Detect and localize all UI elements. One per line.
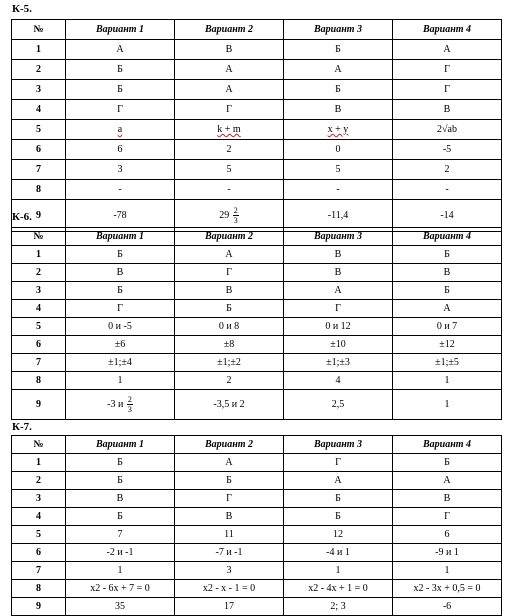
answer-cell: x2 - x - 1 = 0 [175,580,284,598]
answer-cell: Б [66,454,175,472]
table-row [12,562,502,580]
row-number: 1 [12,246,66,264]
table-row [12,598,502,616]
answer-cell: 2 [175,140,284,160]
answer-cell: 2; 3 [284,598,393,616]
answer-cell: Б [284,490,393,508]
row-number: 3 [12,490,66,508]
header-variant-4: Вариант 4 [393,20,502,40]
answer-cell: В [175,508,284,526]
answer-cell: x2 - 6x + 7 = 0 [66,580,175,598]
answer-cell: 0 и -5 [66,318,175,336]
answer-cell: Г [175,264,284,282]
answer-cell: Б [284,508,393,526]
answer-cell: Б [175,472,284,490]
header-variant-3: Вариант 3 [284,228,393,246]
answer-cell: В [284,100,393,120]
answer-cell: 6 [393,526,502,544]
answer-cell: 6 [66,140,175,160]
header-variant-3: Вариант 3 [284,20,393,40]
table-row [12,282,502,300]
table-body [12,454,502,616]
table-row [12,80,502,100]
answer-cell: Б [284,80,393,100]
answer-cell: В [393,490,502,508]
answer-cell: В [284,246,393,264]
answer-cell: - [66,180,175,200]
header-variant-3: Вариант 3 [284,436,393,454]
answer-cell: - [284,180,393,200]
answer-cell: Б [393,246,502,264]
row-number: 2 [12,472,66,490]
answer-cell: -14 [393,200,502,232]
header-variant-4: Вариант 4 [393,436,502,454]
header-number: № [12,20,66,40]
answer-cell: Б [66,472,175,490]
answer-cell: Б [66,60,175,80]
table-row [12,264,502,282]
row-number: 6 [12,544,66,562]
table-header-row [12,228,502,246]
table-row [12,160,502,180]
answer-cell: x + y [284,120,393,140]
answer-cell: Г [393,60,502,80]
answer-cell: ±12 [393,336,502,354]
answer-cell: В [393,100,502,120]
row-number: 4 [12,300,66,318]
answer-cell: В [175,40,284,60]
answer-cell: ±1;±2 [175,354,284,372]
answer-cell: Г [66,100,175,120]
section-title-k7: К-7. [12,421,32,433]
row-number: 8 [12,372,66,390]
table-row [12,490,502,508]
table-body [12,246,502,390]
answer-cell: 4 [284,372,393,390]
fraction [233,206,239,225]
section-title-k5: К-5. [12,3,32,15]
answer-cell: ±8 [175,336,284,354]
answer-cell: Г [284,300,393,318]
answer-cell: x2 - 3x + 0,5 = 0 [393,580,502,598]
answer-cell: Б [66,282,175,300]
row-number: 1 [12,454,66,472]
answer-cell: Б [284,40,393,60]
answer-cell: -4 и 1 [284,544,393,562]
answer-cell: 11 [175,526,284,544]
row-number: 6 [12,336,66,354]
answer-cell: ±10 [284,336,393,354]
table-row [12,454,502,472]
answer-cell: Г [284,454,393,472]
answer-cell: А [284,472,393,490]
table-row [12,336,502,354]
table-row [12,300,502,318]
answer-cell: Б [66,246,175,264]
row-number: 5 [12,120,66,140]
answer-cell: А [284,60,393,80]
table-row [12,526,502,544]
header-number: № [12,436,66,454]
fraction-denominator: 3 [127,405,132,414]
section-title-k6: К-6. [12,211,32,223]
row-number: 7 [12,354,66,372]
table-row [12,508,502,526]
answer-cell: 0 и 8 [175,318,284,336]
answer-cell: А [175,80,284,100]
fraction-denominator: 3 [233,216,238,225]
answer-cell: 3 [66,160,175,180]
row-number: 9 [12,390,66,420]
answer-cell: В [175,282,284,300]
fraction-whole: 29 [219,209,230,221]
answer-cell: Б [175,300,284,318]
answer-cell: - [175,180,284,200]
answer-cell: ±1;±4 [66,354,175,372]
answer-cell: 5 [284,160,393,180]
fraction-numerator: 2 [233,206,238,215]
row-number: 4 [12,100,66,120]
table-row [12,390,502,420]
answer-cell: 17 [175,598,284,616]
row-number: 8 [12,180,66,200]
table-row [12,372,502,390]
answer-cell: - [393,180,502,200]
answer-cell-fraction [66,390,175,420]
answer-cell: А [284,282,393,300]
header-variant-2: Вариант 2 [175,436,284,454]
row-number: 7 [12,160,66,180]
answer-cell: 2√ab [393,120,502,140]
row-number: 5 [12,526,66,544]
row-number: 3 [12,282,66,300]
header-variant-1: Вариант 1 [66,228,175,246]
row-number: 1 [12,40,66,60]
answer-cell: Б [66,508,175,526]
table-row [12,354,502,372]
row-number: 4 [12,508,66,526]
answer-cell: 0 и 12 [284,318,393,336]
answer-cell: А [393,472,502,490]
table-row [12,580,502,598]
answer-cell: -7 и -1 [175,544,284,562]
answer-cell: -6 [393,598,502,616]
answer-cell: ±1;±3 [284,354,393,372]
table-row [12,544,502,562]
answer-cell: В [66,264,175,282]
table-row [12,180,502,200]
answer-cell: -2 и -1 [66,544,175,562]
answer-cell: А [393,40,502,60]
answer-cell: А [175,60,284,80]
answer-cell: a [66,120,175,140]
answer-cell: А [175,454,284,472]
answer-cell: -5 [393,140,502,160]
table-row [12,246,502,264]
table-header-row [12,20,502,40]
table-header-row [12,436,502,454]
answer-cell: 2 [393,160,502,180]
answer-cell: Г [66,300,175,318]
table-row [12,40,502,60]
answer-cell: k + m [175,120,284,140]
answer-cell: x2 - 4x + 1 = 0 [284,580,393,598]
answer-cell: 5 [175,160,284,180]
header-variant-1: Вариант 1 [66,436,175,454]
table-row [12,472,502,490]
table-row [12,100,502,120]
table-row [12,318,502,336]
fraction [127,395,133,414]
answer-cell: В [284,264,393,282]
answer-cell: Б [66,80,175,100]
row-number: 2 [12,264,66,282]
answer-cell: 2 [175,372,284,390]
answer-cell: А [393,300,502,318]
answer-cell: 1 [393,562,502,580]
header-variant-2: Вариант 2 [175,228,284,246]
row-number: 7 [12,562,66,580]
row-number: 9 [12,598,66,616]
answer-cell: 1 [284,562,393,580]
header-variant-1: Вариант 1 [66,20,175,40]
answer-cell: Б [393,454,502,472]
answer-cell: Г [393,80,502,100]
answer-cell: -3,5 и 2 [175,390,284,420]
answer-cell: ±1;±5 [393,354,502,372]
answer-cell: 7 [66,526,175,544]
row-number: 6 [12,140,66,160]
answer-cell: 0 [284,140,393,160]
answer-cell: А [175,246,284,264]
answer-cell: -78 [66,200,175,232]
answer-cell: ±6 [66,336,175,354]
answer-cell: Г [175,490,284,508]
fraction-prefix: -3 и [107,398,124,410]
answer-cell: А [66,40,175,60]
row-number: 2 [12,60,66,80]
table-row [12,60,502,80]
answer-cell: В [66,490,175,508]
header-variant-4: Вариант 4 [393,228,502,246]
answer-cell: Г [175,100,284,120]
row-number: 8 [12,580,66,598]
table-k7 [11,435,502,616]
row-number: 3 [12,80,66,100]
answer-cell: 3 [175,562,284,580]
table-k5 [11,19,502,232]
table-k6 [11,227,502,420]
fraction-numerator: 2 [127,395,132,404]
answer-cell: Г [393,508,502,526]
answer-cell: 1 [393,372,502,390]
header-number: № [12,228,66,246]
answer-cell: 1 [66,372,175,390]
answer-cell: -11,4 [284,200,393,232]
row-number: 9 [12,200,66,232]
answer-cell: 0 и 7 [393,318,502,336]
answer-cell: 2,5 [284,390,393,420]
answer-cell: 1 [393,390,502,420]
table-body [12,40,502,200]
answer-cell: 12 [284,526,393,544]
row-number: 5 [12,318,66,336]
answer-cell: В [393,264,502,282]
table-row [12,140,502,160]
header-variant-2: Вариант 2 [175,20,284,40]
answer-cell: -9 и 1 [393,544,502,562]
answer-cell: Б [393,282,502,300]
answer-cell: 1 [66,562,175,580]
answer-cell: 35 [66,598,175,616]
table-row [12,120,502,140]
